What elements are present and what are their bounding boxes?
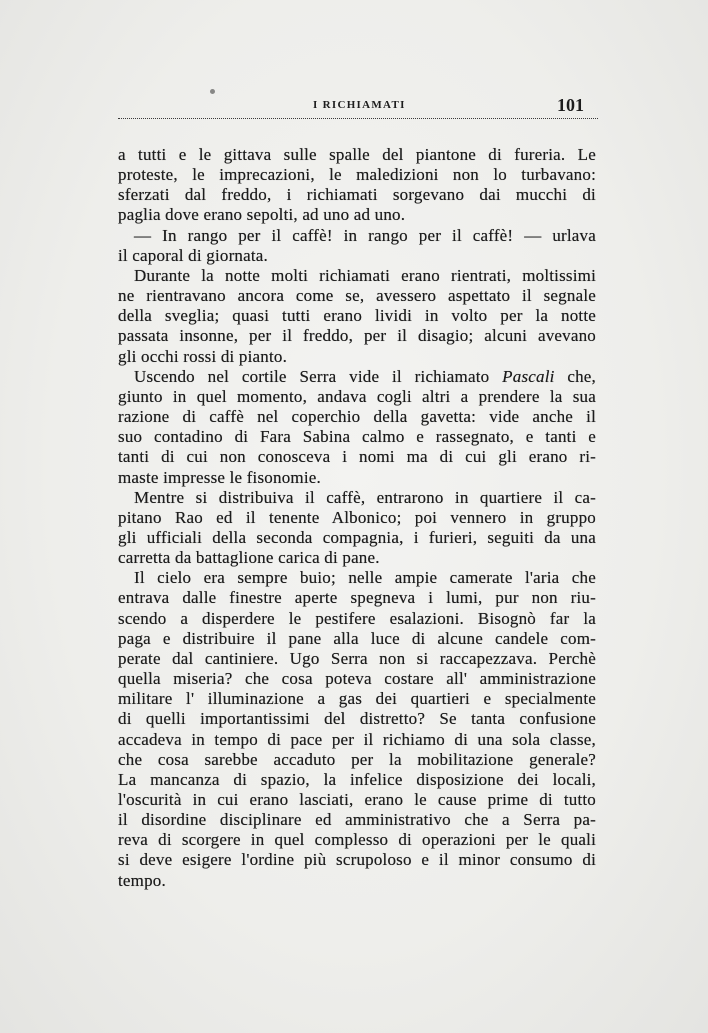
paragraph — [118, 226, 596, 266]
text-line: giunto in quel momento, andava cogli altri a prendere la sua — [118, 386, 596, 406]
text-line: pitano Rao ed il tenente Albonico; poi vennero in gruppo — [118, 507, 596, 527]
text-line: razione di caffè nel coperchio della gavetta: vide anche il — [118, 407, 596, 427]
running-header — [118, 94, 596, 118]
text-line: — In rango per il caffè! in rango per il caffè! — urlava — [134, 225, 596, 245]
text-line: Il cielo era sempre buio; nelle ampie camerate l'aria che — [134, 568, 596, 588]
text-line: carretta da battaglione carica di pane. — [118, 548, 380, 568]
text-line: che cosa sarebbe accaduto per la mobilitazione generale? — [118, 749, 596, 769]
page-number: 101 — [557, 95, 584, 115]
text-line: paga e distribuire il pane alla luce di alcune candele com- — [118, 628, 596, 648]
text-line: di quelli importantissimi del distretto? Se tanta confusione — [118, 709, 596, 729]
text-line: si deve esigere l'ordine più scrupoloso e il minor consumo di — [118, 850, 596, 870]
paragraph — [118, 145, 596, 226]
text-line: gli occhi rossi di pianto. — [118, 346, 288, 366]
text-line: ne rientravano ancora come se, avessero aspettato il segnale — [118, 286, 596, 306]
text-line: reva di scorgere in quel complesso di operazioni per le quali — [118, 830, 596, 850]
text-line: accadeva in tempo di pace per il richiamo di una sola classe, — [118, 729, 596, 749]
text-line: scendo a disperdere le pestifere esalazioni. Bisognò far la — [118, 608, 596, 628]
text-segment: Uscendo nel cortile Serra vide il richiamato — [134, 366, 503, 386]
text-line: tempo. — [118, 870, 166, 890]
page-body — [118, 145, 596, 891]
text-line: il disordine disciplinare ed amministrativo che a Serra pa- — [118, 810, 596, 830]
text-line: passata insonne, per il freddo, per il disagio; alcuni avevano — [118, 326, 596, 346]
text-line: quella miseria? che cosa poteva costare all' amministrazione — [118, 669, 596, 689]
text-line: a tutti e le gittava sulle spalle del piantone di fureria. Le — [118, 145, 596, 164]
text-line: il caporal di giornata. — [118, 245, 268, 265]
text-line: entrava dalle finestre aperte spegneva i lumi, pur non riu- — [118, 588, 596, 608]
text-line: Durante la notte molti richiamati erano rientrati, moltissimi — [134, 265, 596, 285]
dotted-rule — [118, 118, 598, 119]
running-title: I RICHIAMATI — [313, 99, 406, 111]
text-line: maste impresse le fisonomie. — [118, 467, 321, 487]
paragraph — [118, 568, 596, 891]
text-line: suo contadino di Fara Sabina calmo e rassegnato, e tanti e — [118, 427, 596, 447]
text-line: l'oscurità in cui erano lasciati, erano le cause prime di tutto — [118, 790, 596, 809]
text-line: Mentre si distribuiva il caffè, entrarono in quartiere il ca- — [134, 487, 596, 507]
text-line: perate dal cantiniere. Ugo Serra non si raccapezzava. Perchè — [118, 648, 596, 668]
text-line — [118, 367, 596, 387]
text-segment: che, — [554, 366, 597, 386]
text-line: tanti di cui non conosceva i nomi ma di cui gli erano ri- — [118, 447, 596, 467]
italic-name: Pascali — [502, 366, 555, 386]
paragraph — [118, 266, 596, 367]
text-line: La mancanza di spazio, la infelice disposizione dei locali, — [118, 769, 596, 789]
text-line: sferzati dal freddo, i richiamati sorgevano dai mucchi di — [118, 185, 596, 205]
text-line: militare l' illuminazione a gas dei quartieri e specialmente — [118, 689, 596, 709]
text-line: paglia dove erano sepolti, ad uno ad uno. — [118, 205, 406, 225]
paragraph — [118, 367, 596, 488]
paragraph — [118, 488, 596, 569]
text-line: proteste, le imprecazioni, le maledizioni non lo turbavano: — [118, 165, 596, 185]
text-line: gli ufficiali della seconda compagnia, i furieri, seguiti da una — [118, 527, 596, 547]
text-line: della sveglia; quasi tutti erano lividi in volto per la notte — [118, 306, 596, 326]
